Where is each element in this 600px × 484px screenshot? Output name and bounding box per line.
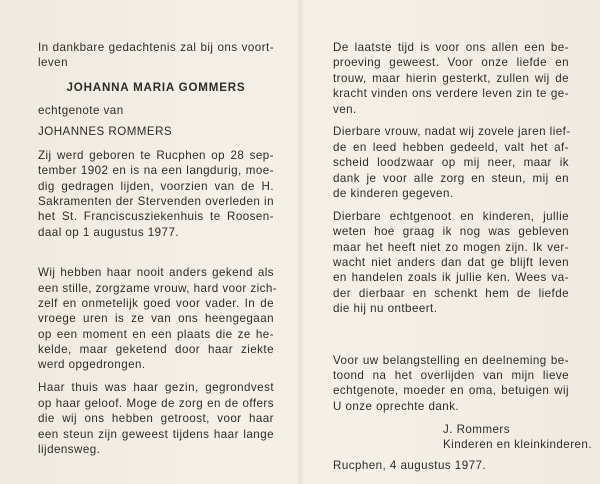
- text-line: een stille, zorgzame vrouw, hard voor zich-: [38, 281, 278, 295]
- text-line: ven.: [333, 102, 357, 116]
- family-farewell-paragraph: [333, 209, 569, 317]
- text-line: scheid loodzwaar op mij neer, maar ik: [333, 156, 569, 170]
- text-line: Voor uw belangstelling en deelneming be-: [333, 353, 569, 367]
- text-line: trouw, maar hierin gesterkt, zullen wij de: [333, 71, 569, 85]
- place-date: Rucphen, 4 augustus 1977.: [333, 459, 487, 473]
- text-line: weten hoe graag ik nog was gebleven: [333, 225, 569, 239]
- spouse-label: echtgenote van: [38, 103, 124, 117]
- text-line: de en leed hebben gedeeld, valt het af-: [333, 140, 569, 154]
- text-line: een steun zijn geweest tijdens haar lange: [38, 427, 274, 441]
- text-line: Sakramenten der Stervenden overleden in: [38, 194, 274, 208]
- spouse-name: JOHANNES ROMMERS: [38, 124, 173, 138]
- text-line: dig gedragen lijden, voorzien van de H.: [38, 179, 274, 193]
- text-line: U onze oprechte dank.: [333, 399, 460, 413]
- text-line: zelf en onmetelijk goed voor vader. In de: [38, 296, 274, 310]
- left-page: [38, 40, 278, 465]
- trial-paragraph: [333, 40, 569, 117]
- wife-farewell-paragraph: [333, 124, 569, 201]
- text-line: het St. Franciscusziekenhuis te Roosen-: [38, 210, 274, 224]
- text-line: op een moment en een plaats die ze he-: [38, 327, 274, 341]
- text-line: daal op 1 augustus 1977.: [38, 225, 180, 239]
- text-line: Haar thuis was haar gezin, gegrondvest: [38, 381, 274, 395]
- signature-family: Kinderen en kleinkinderen.: [443, 438, 592, 452]
- text-line: proeving geweest. Voor onze liefde en: [333, 56, 569, 70]
- text-line: op haar geloof. Moge de zorg en de offers: [38, 396, 274, 410]
- text-line: De laatste tijd is voor ons allen een be-: [333, 41, 569, 54]
- family-paragraph: [38, 380, 274, 457]
- text-line: en handelen zoals ik jullie ken. Wees va-: [333, 271, 569, 285]
- thanks-paragraph: [333, 353, 569, 415]
- text-line: wacht niet anders dan dat ge blijft leven: [333, 256, 569, 270]
- text-line: Dierbare echtgenoot en kinderen, jullie: [333, 209, 569, 223]
- text-line: toond na het overlijden van mijn lieve: [333, 369, 569, 383]
- intro-text: [38, 40, 274, 71]
- text-line: In dankbare gedachtenis zal bij ons voort-: [38, 41, 274, 54]
- text-line: de kinderen gegeven.: [333, 187, 454, 201]
- text-line: die hij nu ontbeert.: [333, 302, 438, 316]
- deceased-name: JOHANNA MARIA GOMMERS: [66, 80, 246, 94]
- text-line: dank je voor alle zorg en steun, mij en: [333, 171, 569, 185]
- right-page: [333, 40, 592, 474]
- text-line: lijdensweg.: [38, 442, 101, 456]
- character-paragraph: [38, 265, 278, 373]
- biography-paragraph: [38, 148, 274, 240]
- text-line: vroege uren is ze van ons heengegaan: [38, 312, 274, 326]
- text-line: kelde, maar geketend door haar ziekte: [38, 343, 274, 357]
- signature: [333, 422, 592, 453]
- text-line: Wij hebben haar nooit anders gekend als: [38, 266, 274, 280]
- text-line: leven: [38, 56, 68, 70]
- text-line: Dierbare vrouw, nadat wij zovele jaren lief-: [333, 125, 571, 139]
- text-line: tember 1902 en is na een langdurig, moe-: [38, 164, 274, 178]
- signature-name: J. Rommers: [443, 422, 510, 436]
- text-line: die wij ons hebben getroost, voor haar: [38, 412, 274, 426]
- text-line: kracht vinden ons verdere leven zin te ge-: [333, 87, 569, 101]
- text-line: der dierbaar en schenkt hem de liefde: [333, 286, 569, 300]
- text-line: maar het heeft niet zo mogen zijn. Ik ver-: [333, 240, 569, 254]
- text-line: Zij werd geboren te Rucphen op 28 sep-: [38, 148, 274, 162]
- text-line: werd opgedrongen.: [38, 358, 146, 372]
- text-line: echtgenote, moeder en oma, betuigen wij: [333, 384, 569, 398]
